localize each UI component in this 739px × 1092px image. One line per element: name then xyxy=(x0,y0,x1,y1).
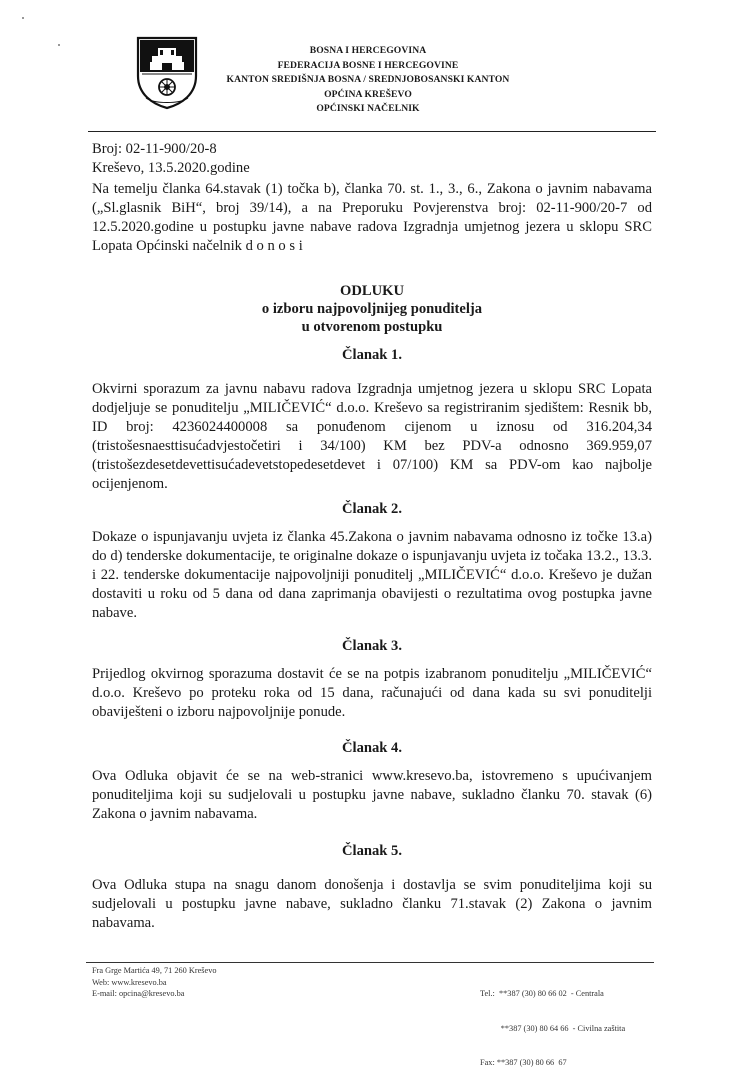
coat-of-arms-icon xyxy=(136,36,198,110)
decision-subtitle: o izboru najpovoljnijeg ponuditelja xyxy=(261,301,483,317)
article-1-heading: Članak 1. xyxy=(341,347,402,363)
article-1-text: Okvirni sporazum za javnu nabavu radova Izgradnja umjetnog jezera u sklopu SRC Lopata dodjeljuje se ponuditelju „MILIČEVIĆ“ d.o.o. Kreševo sa registriranim sjedištem: Resnik bb, ID broj: 4236024400008 sa ponuđenom cijenom u iznosu od 316.204,34 (tristošesnaesttisućadvjestočetiri i 34/100) KM bez PDV-a odnosno 369.959,07 (tristošezdesetdevettisućadevetstopedesetdevet i 07/100) KM sa PDV-om kao najbolje ocijenjenom. xyxy=(92,381,652,492)
letterhead xyxy=(218,44,518,117)
footer-contact-right xyxy=(480,965,625,1092)
scan-speck xyxy=(22,17,24,19)
article-5-heading: Članak 5. xyxy=(341,843,402,859)
decision-subtitle-2: u otvorenom postupku xyxy=(301,319,443,335)
article-4-text: Ova Odluka objavit će se na web-stranici www.kresevo.ba, istovremeno s upućivanjem ponuditeljima koji su sudjelovali u postupku javne nabave, sukladno članku 70. stavak (6) Zakona o javnim nabavama. xyxy=(92,768,652,822)
article-2-heading: Članak 2. xyxy=(341,501,402,517)
letterhead-federation: FEDERACIJA BOSNE I HERCEGOVINE xyxy=(277,59,459,71)
header-divider xyxy=(88,131,656,132)
article-3-heading: Članak 3. xyxy=(341,638,402,654)
article-3-text: Prijedlog okvirnog sporazuma dostavit će se na potpis izabranom ponuditelju „MILIČEVIĆ“ d.o.o. Kreševo po proteku roka od 15 dana, računajući od dana kada su svi ponuditelji obaviješteni o izboru najpovoljnije ponude. xyxy=(92,666,652,720)
footer-phone-2: **387 (30) 80 64 66 - Civilna zaštita xyxy=(480,1023,626,1033)
footer-web: Web: www.kresevo.ba xyxy=(92,977,167,987)
footer-email: E-mail: opcina@kresevo.ba xyxy=(92,989,185,998)
letterhead-municipality: OPĆINA KREŠEVO xyxy=(324,88,412,100)
footer-divider xyxy=(86,962,654,963)
document-meta xyxy=(92,140,250,177)
letterhead-canton: KANTON SREDIŠNJA BOSNA / SREDNJOBOSANSKI KANTON xyxy=(226,74,510,85)
decision-title: ODLUKU xyxy=(339,283,405,299)
article-4-heading: Članak 4. xyxy=(341,740,402,756)
letterhead-office: OPĆINSKI NAČELNIK xyxy=(316,103,420,114)
footer-phone: Tel.: **387 (30) 80 66 02 - Centrala xyxy=(480,989,604,998)
footer-fax: Fax: **387 (30) 80 66 67 xyxy=(480,1058,567,1067)
footer-contact-left xyxy=(92,965,217,1000)
document-date: Kreševo, 13.5.2020.godine xyxy=(92,159,250,176)
scan-speck xyxy=(58,44,60,46)
letterhead-country: BOSNA I HERCEGOVINA xyxy=(309,45,427,56)
article-5-text: Ova Odluka stupa na snagu danom donošenja i dostavlja se svim ponuditeljima koji su sudjelovali u postupku javne nabave, sukladno članku 71.stavak (2) Zakona o javnim nabavama. xyxy=(92,877,652,931)
intro-paragraph: Na temelju članka 64.stavak (1) točka b), članka 70. st. 1., 3., 6., Zakona o javnim nabavama („Sl.glasnik BiH“, broj 39/14), a na Preporuku Povjerenstva broj: 02-11-900/20-7 od 12.5.2020.godine u postupku javne nabave radova Izgradnja umjetnog jezera u sklopu SRC Lopata Općinski načelnik d o n o s i xyxy=(92,181,652,254)
footer-address: Fra Grge Martića 49, 71 260 Kreševo xyxy=(92,966,217,975)
reference-number: Broj: 02-11-900/20-8 xyxy=(92,141,217,157)
article-2-text: Dokaze o ispunjavanju uvjeta iz članka 45.Zakona o javnim nabavama odnosno iz točke 13.a) do d) tenderske dokumentacije, te originalne dokaze o ispunjavanju uvjeta iz točaka 13.2., 13.3. i 22. tenderske dokumentacije najpovoljniji ponuditelj „MILIČEVIĆ“ d.o.o. Kreševo je dužan dostaviti u roku od 5 dana od dana zaprimanja obavijesti o rezultatima ovog postupka javne nabave. xyxy=(92,529,652,621)
